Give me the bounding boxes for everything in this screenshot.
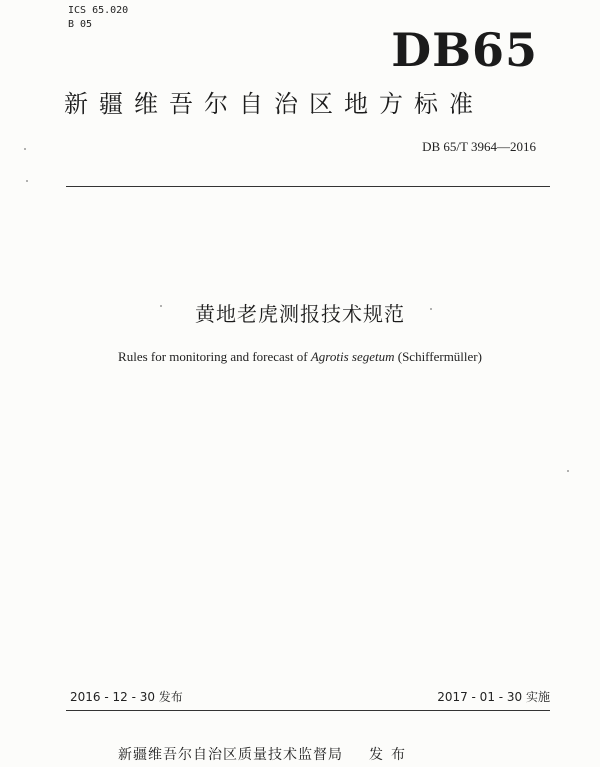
ccs-code: B 05 [68,19,93,30]
effective-date: 2017 - 01 - 30 实施 [437,690,550,704]
ics-code: ICS 65.020 [68,5,129,16]
document-title: 黄地老虎测报技术规范 [195,302,405,326]
standard-type-title: 新疆维吾尔自治区地方标准 [64,90,484,118]
document-english-title [0,349,600,365]
scan-speck [430,308,432,310]
classification-codes [68,4,128,32]
issuer-name: 新疆维吾尔自治区质量技术监督局 [118,747,343,763]
subtitle-suffix: (Schiffermüller) [394,349,482,364]
footer-divider [66,710,550,711]
standard-number: DB 65/T 3964—2016 [422,139,536,154]
scan-speck [24,148,26,150]
scan-speck [160,305,162,307]
scan-speck [26,180,28,182]
db65-logo: DB65 [391,23,538,77]
issue-date: 2016 - 12 - 30 发布 [70,690,183,704]
publish-label: 发布 [369,747,413,763]
header-divider [66,186,550,187]
scan-speck [567,470,569,472]
subtitle-species: Agrotis segetum [310,349,395,364]
subtitle-prefix: Rules for monitoring and forecast of [118,349,311,364]
issuing-authority [118,744,413,764]
